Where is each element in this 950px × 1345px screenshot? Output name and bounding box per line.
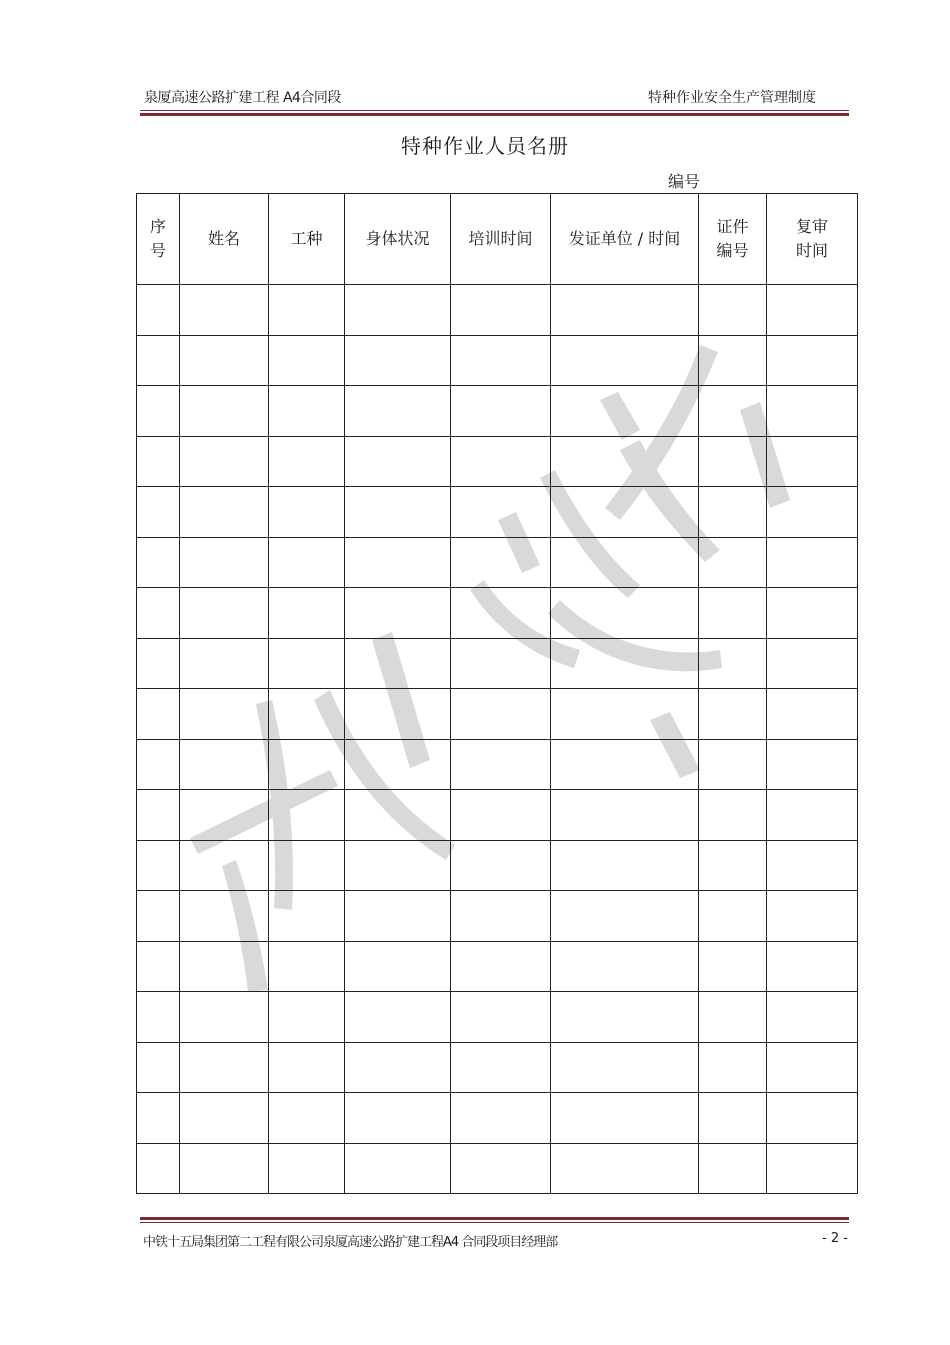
table-cell[interactable] [269,689,345,740]
table-row [137,891,858,942]
col-header-review-date-line1: 复审 [795,217,828,236]
table-row [137,1143,858,1194]
col-header-training-date [451,194,551,285]
table-cell[interactable] [180,638,269,689]
table-cell[interactable] [767,537,858,588]
table-cell[interactable] [345,790,451,841]
table-cell[interactable] [699,790,767,841]
table-cell[interactable] [180,992,269,1043]
table-row [137,537,858,588]
table-cell[interactable] [345,1143,451,1194]
footer-rule-thick [140,1217,849,1220]
table-cell[interactable] [345,891,451,942]
table-cell[interactable] [699,537,767,588]
table-cell[interactable] [180,891,269,942]
table-cell[interactable] [269,1093,345,1144]
table-cell[interactable] [451,790,551,841]
table-row [137,941,858,992]
table-cell[interactable] [345,386,451,437]
table-cell[interactable] [180,335,269,386]
col-header-certificate-no [699,194,767,285]
table-cell[interactable] [699,487,767,538]
table-cell[interactable] [451,689,551,740]
table-cell[interactable] [767,436,858,487]
table-cell[interactable] [345,840,451,891]
table-cell[interactable] [551,487,699,538]
table-cell[interactable] [137,487,180,538]
table-cell[interactable] [180,941,269,992]
table-cell[interactable] [551,689,699,740]
table-cell[interactable] [699,992,767,1043]
page-title: 特种作业人员名册 [401,134,569,158]
col-header-certificate-no-line2: 编号 [716,241,749,260]
col-header-review-date [767,194,858,285]
table-cell[interactable] [551,840,699,891]
table-cell[interactable] [451,436,551,487]
table-cell[interactable] [451,941,551,992]
table-cell[interactable] [451,487,551,538]
table-cell[interactable] [767,638,858,689]
table-cell[interactable] [451,739,551,790]
header-document-name: 特种作业安全生产管理制度 [648,90,816,106]
table-row [137,992,858,1043]
table-cell[interactable] [551,992,699,1043]
table-cell[interactable] [269,335,345,386]
table-cell[interactable] [269,588,345,639]
table-cell[interactable] [699,1093,767,1144]
table-cell[interactable] [699,891,767,942]
table-cell[interactable] [269,537,345,588]
table-cell[interactable] [767,386,858,437]
table-cell[interactable] [269,941,345,992]
table-cell[interactable] [767,588,858,639]
col-header-index [137,194,180,285]
table-cell[interactable] [767,1093,858,1144]
table-cell[interactable] [345,285,451,336]
table-cell[interactable] [345,992,451,1043]
table-cell[interactable] [451,1143,551,1194]
table-cell[interactable] [269,891,345,942]
table-cell[interactable] [137,1093,180,1144]
table-cell[interactable] [180,537,269,588]
table-cell[interactable] [551,739,699,790]
footer-rule-thin [140,1222,849,1223]
table-cell[interactable] [137,1042,180,1093]
table-cell[interactable] [180,1093,269,1144]
col-header-review-date-line2: 时间 [795,241,828,260]
table-cell[interactable] [137,588,180,639]
table-cell[interactable] [551,1042,699,1093]
table-cell[interactable] [551,891,699,942]
table-row [137,588,858,639]
table-cell[interactable] [180,739,269,790]
table-cell[interactable] [699,638,767,689]
table-cell[interactable] [137,891,180,942]
table-cell[interactable] [180,1042,269,1093]
table-cell[interactable] [699,1042,767,1093]
table-cell[interactable] [451,335,551,386]
table-cell[interactable] [269,285,345,336]
table-cell[interactable] [137,285,180,336]
table-cell[interactable] [345,689,451,740]
table-cell[interactable] [137,689,180,740]
table-row [137,638,858,689]
table-row [137,487,858,538]
serial-number-label: 编号 [668,172,701,191]
table-cell[interactable] [345,638,451,689]
col-header-issuer-date-label: 发证单位 / 时间 [568,229,681,248]
page-number: - 2 - [822,1231,848,1246]
table-cell[interactable] [451,1042,551,1093]
table-cell[interactable] [551,941,699,992]
table-cell[interactable] [767,992,858,1043]
table-cell[interactable] [699,689,767,740]
table-cell[interactable] [180,386,269,437]
table-cell[interactable] [699,1143,767,1194]
table-cell[interactable] [345,335,451,386]
col-header-health [345,194,451,285]
table-cell[interactable] [180,487,269,538]
table-row [137,1093,858,1144]
table-cell[interactable] [137,537,180,588]
table-cell[interactable] [451,537,551,588]
table-cell[interactable] [269,386,345,437]
col-header-name [180,194,269,285]
col-header-trade [269,194,345,285]
table-row [137,386,858,437]
col-header-index-line1: 序 [149,217,166,236]
table-cell[interactable] [699,436,767,487]
col-header-issuer-date [551,194,699,285]
table-cell[interactable] [767,285,858,336]
table-cell[interactable] [767,891,858,942]
table-cell[interactable] [451,1093,551,1144]
table-cell[interactable] [451,285,551,336]
table-cell[interactable] [180,790,269,841]
table-cell[interactable] [269,739,345,790]
table-cell[interactable] [451,891,551,942]
table-cell[interactable] [767,689,858,740]
table-cell[interactable] [767,1143,858,1194]
col-header-name-label: 姓名 [207,229,240,248]
table-cell[interactable] [699,285,767,336]
table-cell[interactable] [137,739,180,790]
table-cell[interactable] [269,840,345,891]
table-cell[interactable] [269,1042,345,1093]
table-cell[interactable] [551,386,699,437]
table-cell[interactable] [269,638,345,689]
table-cell[interactable] [137,840,180,891]
header-rule-thin [140,110,849,111]
table-cell[interactable] [451,840,551,891]
table-cell[interactable] [699,588,767,639]
table-cell[interactable] [180,436,269,487]
table-cell[interactable] [345,537,451,588]
header-rule-thick [140,113,849,116]
table-cell[interactable] [180,285,269,336]
table-cell[interactable] [699,335,767,386]
table-cell[interactable] [137,386,180,437]
table-cell[interactable] [551,335,699,386]
table-cell[interactable] [137,1143,180,1194]
table-cell[interactable] [767,739,858,790]
table-cell[interactable] [137,941,180,992]
table-cell[interactable] [180,840,269,891]
table-cell[interactable] [767,941,858,992]
table-cell[interactable] [699,739,767,790]
table-cell[interactable] [137,638,180,689]
table-row [137,436,858,487]
table-cell[interactable] [180,588,269,639]
table-cell[interactable] [551,638,699,689]
table-row [137,285,858,336]
table-cell[interactable] [767,335,858,386]
table-cell[interactable] [551,537,699,588]
col-header-trade-label: 工种 [290,229,323,248]
header-project-name: 泉厦高速公路扩建工程 A4合同段 [144,90,341,106]
table-cell[interactable] [767,790,858,841]
col-header-health-label: 身体状况 [365,229,430,248]
table-header-row [137,194,858,285]
col-header-index-line2: 号 [149,241,166,260]
table-cell[interactable] [451,386,551,437]
table-cell[interactable] [551,588,699,639]
table-row [137,739,858,790]
table-cell[interactable] [269,436,345,487]
table-cell[interactable] [551,1143,699,1194]
table-cell[interactable] [180,1143,269,1194]
table-cell[interactable] [137,992,180,1043]
table-cell[interactable] [699,840,767,891]
table-cell[interactable] [345,1042,451,1093]
table-body [137,285,858,1194]
table-cell[interactable] [551,790,699,841]
table-cell[interactable] [180,689,269,740]
table-cell[interactable] [269,790,345,841]
table-cell[interactable] [137,790,180,841]
table-cell[interactable] [345,588,451,639]
footer-organization: 中铁十五局集团第二工程有限公司泉厦高速公路扩建工程A4 合同段项目经理部 [143,1235,558,1250]
table-cell[interactable] [269,1143,345,1194]
table-cell[interactable] [767,840,858,891]
col-header-training-date-label: 培训时间 [468,229,533,248]
table-cell[interactable] [345,739,451,790]
table-row [137,790,858,841]
table-cell[interactable] [345,941,451,992]
table-cell[interactable] [137,335,180,386]
table-cell[interactable] [345,487,451,538]
table-row [137,840,858,891]
table-cell[interactable] [269,487,345,538]
table-cell[interactable] [269,992,345,1043]
col-header-certificate-no-line1: 证件 [716,217,749,236]
table-cell[interactable] [767,487,858,538]
table-cell[interactable] [551,1093,699,1144]
table-cell[interactable] [451,992,551,1043]
table-cell[interactable] [551,285,699,336]
table-cell[interactable] [699,386,767,437]
table-cell[interactable] [767,1042,858,1093]
table-cell[interactable] [137,436,180,487]
table-row [137,1042,858,1093]
table-cell[interactable] [345,436,451,487]
table-row [137,689,858,740]
personnel-roster-table [136,193,858,1194]
table-cell[interactable] [451,638,551,689]
table-cell[interactable] [699,941,767,992]
table-cell[interactable] [451,588,551,639]
table-cell[interactable] [551,436,699,487]
table-row [137,335,858,386]
table-cell[interactable] [345,1093,451,1144]
